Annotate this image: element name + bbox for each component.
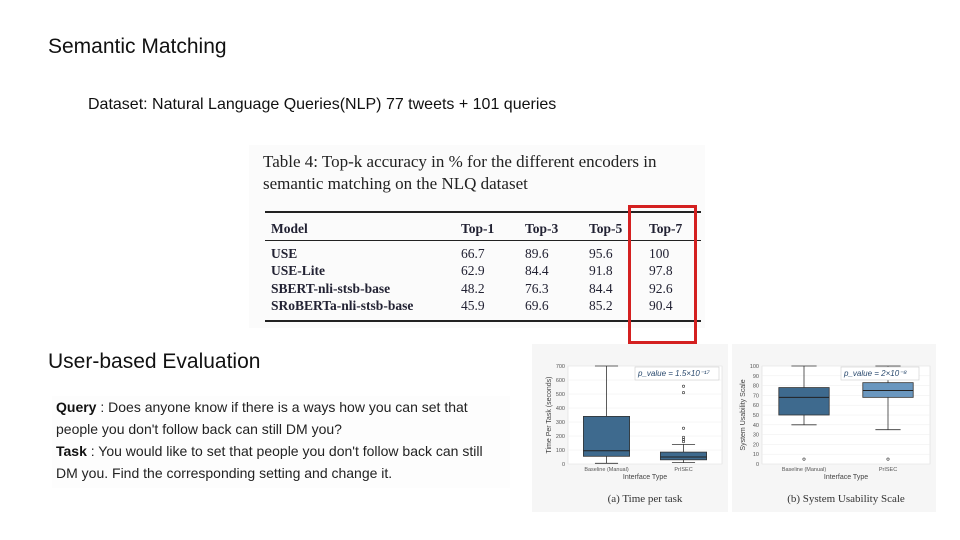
cell-top7: 90.4	[649, 298, 673, 314]
col-header-top5: Top-5	[589, 221, 623, 236]
y-tick-label: 40	[752, 422, 759, 429]
y-tick-label: 80	[752, 383, 759, 390]
y-tick-label: 100	[749, 364, 759, 370]
query-line-1	[52, 396, 510, 418]
task-text-1: : You would like to set that people you don't follow back can still	[86, 443, 483, 459]
model-name: SRoBERTa-nli-stsb-base	[271, 298, 414, 314]
cell-top3: 69.6	[525, 298, 549, 314]
x-axis-label: Interface Type	[622, 474, 668, 481]
model-name: USE	[271, 245, 298, 261]
query-text-1: : Does anyone know if there is a ways how you can set that	[96, 399, 468, 415]
task-text-2: DM you. Find the corresponding setting and change it.	[56, 465, 393, 481]
x-tick-label: Baseline (Manual)	[584, 467, 629, 473]
model-name: USE-Lite	[271, 263, 325, 279]
y-tick-label: 0	[755, 462, 759, 468]
cell-top7: 100	[649, 245, 670, 261]
y-tick-label: 10	[752, 452, 759, 459]
cell-top7: 92.6	[649, 280, 673, 296]
cell-top5: 84.4	[589, 280, 613, 296]
y-tick-label: 70	[752, 393, 759, 400]
cell-top1: 48.2	[461, 280, 485, 296]
cell-top3: 89.6	[525, 245, 549, 261]
cell-top3: 84.4	[525, 263, 549, 279]
x-tick-label: Baseline (Manual)	[781, 467, 827, 473]
y-axis-label: System Usability Scale	[740, 379, 747, 451]
sus-chart	[732, 344, 936, 512]
y-tick-label: 90	[752, 373, 759, 380]
y-tick-label: 400	[555, 406, 565, 412]
task-label: Task	[56, 443, 87, 459]
y-tick-label: 700	[555, 364, 565, 370]
cell-top3: 76.3	[525, 280, 549, 296]
box	[660, 452, 706, 460]
top7-highlight-box	[628, 205, 697, 344]
task-line-2	[52, 462, 510, 484]
y-tick-label: 100	[555, 448, 565, 454]
x-tick-label: PrISEC	[878, 467, 898, 473]
section-title-user-eval: User-based Evaluation	[48, 350, 261, 373]
y-tick-label: 30	[752, 432, 759, 439]
y-tick-label: 200	[555, 434, 565, 440]
query-task-box	[52, 396, 510, 488]
p-value-label: p_value = 2×10⁻⁸	[844, 369, 907, 378]
col-header-top7: Top-7	[649, 221, 683, 236]
y-tick-label: 60	[752, 403, 759, 410]
query-text-2: people you don't follow back can still DM you?	[56, 421, 342, 437]
sus-svg	[732, 344, 936, 512]
x-tick-label: PrISEC	[674, 467, 693, 473]
box	[779, 388, 829, 415]
cell-top5: 95.6	[589, 245, 613, 261]
model-name: SBERT-nli-stsb-base	[271, 280, 391, 296]
time-per-task-chart	[532, 344, 728, 512]
y-tick-label: 500	[555, 392, 565, 398]
y-axis-label: Time Per Task (seconds)	[546, 376, 553, 454]
time-per-task-svg	[532, 344, 728, 512]
col-header-top1: Top-1	[461, 221, 495, 236]
cell-top5: 85.2	[589, 298, 613, 314]
chart-caption: (b) System Usability Scale	[787, 493, 905, 505]
caption-line-2: semantic matching on the NLQ dataset	[263, 174, 528, 193]
col-header-top3: Top-3	[525, 221, 559, 236]
y-tick-label: 600	[555, 378, 565, 384]
cell-top7: 97.8	[649, 263, 673, 279]
y-tick-label: 0	[561, 462, 565, 468]
query-label: Query	[56, 399, 97, 415]
caption-line-1: Table 4: Top-k accuracy in % for the different encoders in	[263, 152, 657, 171]
cell-top1: 45.9	[461, 298, 485, 314]
slide-title: Semantic Matching	[48, 35, 227, 58]
p-value-label: p_value = 1.5×10⁻¹⁷	[638, 369, 710, 378]
task-line-1	[52, 440, 510, 462]
col-header-model: Model	[271, 221, 308, 236]
table-caption	[263, 151, 703, 195]
y-tick-label: 300	[555, 420, 565, 426]
x-axis-label: Interface Type	[823, 474, 869, 481]
cell-top1: 62.9	[461, 263, 485, 279]
dataset-line: Dataset: Natural Language Queries(NLP) 77 tweets + 101 queries	[88, 96, 557, 113]
y-tick-label: 20	[752, 442, 759, 449]
chart-caption: (a) Time per task	[607, 493, 683, 505]
cell-top1: 66.7	[461, 245, 485, 261]
y-tick-label: 50	[752, 413, 759, 419]
query-line-2	[52, 418, 510, 440]
cell-top5: 91.8	[589, 263, 613, 279]
